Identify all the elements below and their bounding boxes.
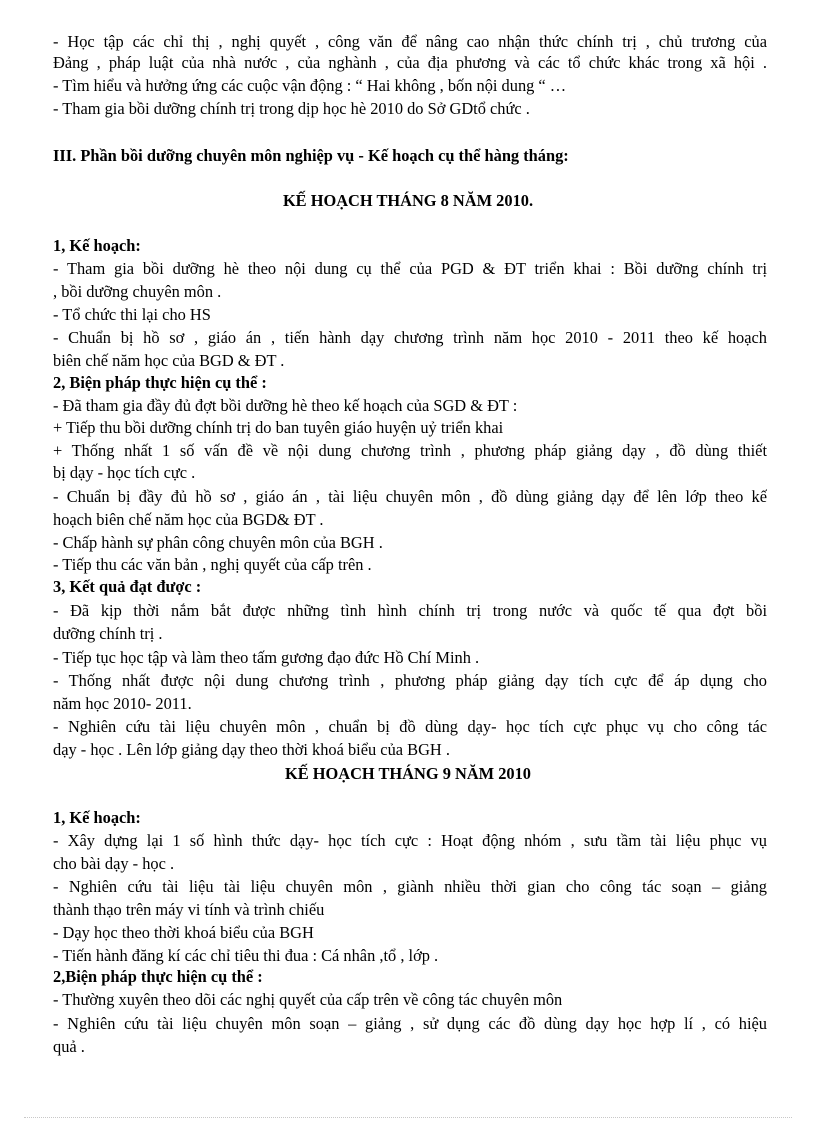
text-line: quả . xyxy=(53,1037,85,1056)
text-line: + Tiếp thu bồi dưỡng chính trị do ban tuyên giáo huyện uỷ triển khai xyxy=(53,418,504,437)
subsection-heading: 1, Kế hoạch: xyxy=(53,808,141,827)
text-line: - Dạy học theo thời khoá biểu của BGH xyxy=(53,923,314,942)
text-line: - Học tập các chỉ thị , nghị quyết , công văn để nâng cao nhận thức chính trị , chủ trương của xyxy=(53,32,767,51)
text-line: - Đã kịp thời nắm bắt được những tình hình chính trị trong nước và quốc tế qua đợt bồi xyxy=(53,601,767,620)
subsection-heading: 2, Biện pháp thực hiện cụ thể : xyxy=(53,373,267,392)
text-line: năm học 2010- 2011. xyxy=(53,694,192,713)
text-line: - Chuẩn bị đầy đủ hồ sơ , giáo án , tài liệu chuyên môn , đồ dùng giảng dạy để lên lớp theo kế xyxy=(53,487,767,506)
text-line: - Tiếp thu các văn bản , nghị quyết của cấp trên . xyxy=(53,555,372,574)
text-line: - Nghiên cứu tài liệu chuyên môn , chuẩn bị đồ dùng dạy- học tích cực phục vụ cho công tác xyxy=(53,717,767,736)
text-line: bị dạy - học tích cực . xyxy=(53,463,196,482)
text-line: - Tham gia bồi dưỡng hè theo nội dung cụ thể của PGD & ĐT triển khai : Bồi dưỡng chính trị xyxy=(53,259,767,278)
text-line: , bồi dưỡng chuyên môn . xyxy=(53,282,222,301)
text-line: Đảng , pháp luật của nhà nước , của nghành , của địa phương và các tổ chức khác trong xã hội . xyxy=(53,53,767,72)
month-heading: KẾ HOẠCH THÁNG 8 NĂM 2010. xyxy=(282,191,534,210)
text-line: + Thống nhất 1 số vấn đề về nội dung chương trình , phương pháp giảng dạy , đồ dùng thiết xyxy=(53,441,767,460)
page-bottom-divider xyxy=(24,1117,792,1118)
month-heading: KẾ HOẠCH THÁNG 9 NĂM 2010 xyxy=(284,764,532,783)
text-line: - Xây dựng lại 1 số hình thức dạy- học tích cực : Hoạt động nhóm , sưu tầm tài liệu phục vụ xyxy=(53,831,767,850)
text-line: dưỡng chính trị . xyxy=(53,624,163,643)
text-line: - Tìm hiểu và hưởng ứng các cuộc vận động : “ Hai không , bốn nội dung “ … xyxy=(53,76,567,95)
subsection-heading: 3, Kết quả đạt được : xyxy=(53,577,202,596)
text-line: - Chấp hành sự phân công chuyên môn của BGH . xyxy=(53,533,383,552)
text-line: thành thạo trên máy vi tính và trình chiếu xyxy=(53,900,325,919)
text-line: dạy - học . Lên lớp giảng dạy theo thời khoá biểu của BGH . xyxy=(53,740,450,759)
text-line: biên chế năm học của BGD & ĐT . xyxy=(53,351,285,370)
text-line: - Thống nhất được nội dung chương trình , phương pháp giảng dạy tích cực để áp dụng cho xyxy=(53,671,767,690)
text-line: cho bài dạy - học . xyxy=(53,854,175,873)
subsection-heading: 2,Biện pháp thực hiện cụ thể : xyxy=(53,967,263,986)
text-line: - Tham gia bồi dưỡng chính trị trong dịp học hè 2010 do Sở GDtổ chức . xyxy=(53,99,530,118)
text-line: - Tổ chức thi lại cho HS xyxy=(53,305,211,324)
text-line: - Tiến hành đăng kí các chỉ tiêu thi đua : Cá nhân ,tổ , lớp . xyxy=(53,946,439,965)
text-line: - Nghiên cứu tài liệu chuyên môn soạn – giảng , sử dụng các đồ dùng dạy học hợp lí , có hiệu xyxy=(53,1014,767,1033)
text-line: - Đã tham gia đầy đủ đợt bồi dưỡng hè theo kế hoạch của SGD & ĐT : xyxy=(53,396,518,415)
section-heading: III. Phần bồi dưỡng chuyên môn nghiệp vụ - Kế hoạch cụ thể hàng tháng: xyxy=(53,146,569,165)
text-line: - Thường xuyên theo dõi các nghị quyết của cấp trên về công tác chuyên môn xyxy=(53,990,563,1009)
subsection-heading: 1, Kế hoạch: xyxy=(53,236,141,255)
text-line: - Tiếp tục học tập và làm theo tấm gương đạo đức Hồ Chí Minh . xyxy=(53,648,480,667)
text-line: - Chuẩn bị hồ sơ , giáo án , tiến hành dạy chương trình năm học 2010 - 2011 theo kế hoạch xyxy=(53,328,767,347)
text-line: hoạch biên chế năm học của BGD& ĐT . xyxy=(53,510,324,529)
text-line: - Nghiên cứu tài liệu tài liệu chuyên môn , giành nhiều thời gian cho công tác soạn – giảng xyxy=(53,877,767,896)
